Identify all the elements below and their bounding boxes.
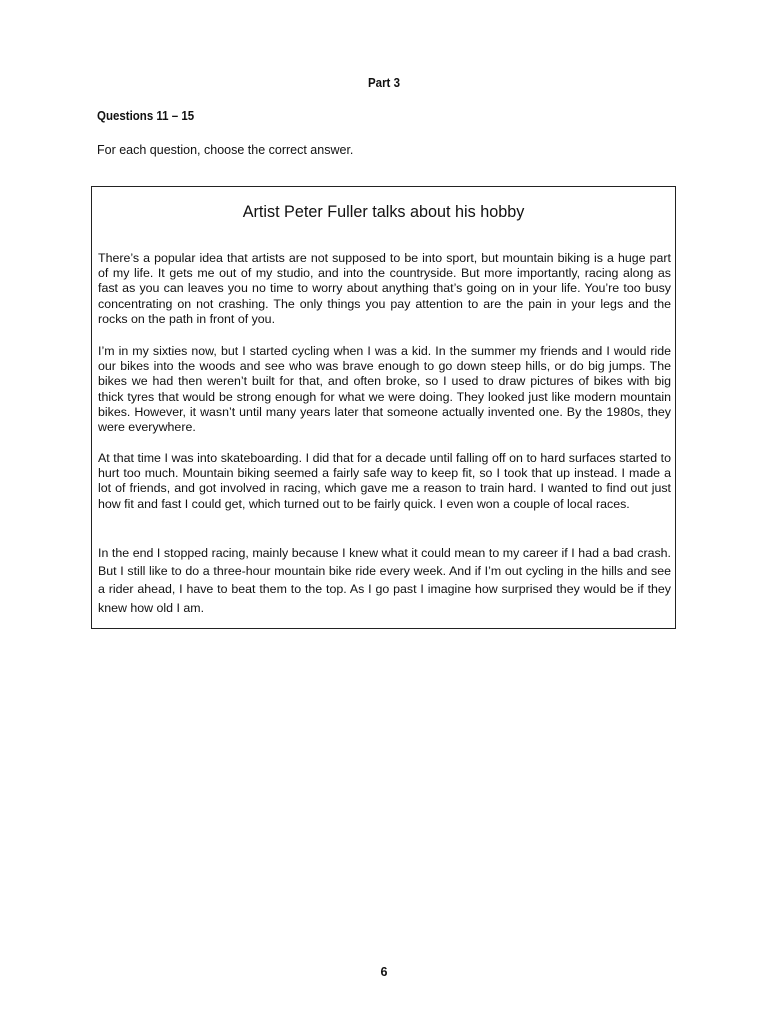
paragraph-4: In the end I stopped racing, mainly because I knew what it could mean to my career if I had a bad crash. But I still like to do a three-hour mountain bike ride every week. And if I’m out cycling in the hills and see a rider ahead, I have to beat them to the top. As I go past I imagine how surprised they would be if they knew how old I am. (98, 546, 671, 615)
paragraph-2: I’m in my sixties now, but I started cycling when I was a kid. In the summer my friends and I would ride our bikes into the woods and see who was brave enough to go down steep hills, or do big jumps. The bikes we had then weren’t built for that, and often broke, so I used to draw pictures of bikes with big thick tyres that would be strong enough for what we were doing. They looked just like modern mountain bikes. However, it wasn’t until many years later that someone actually invented one. By the 1980s, they were everywhere. (98, 344, 671, 435)
part-heading: Part 3 (368, 76, 400, 90)
reading-text-box (91, 186, 676, 629)
page-number: 6 (380, 965, 388, 979)
questions-heading: Questions 11 – 15 (97, 109, 195, 123)
paragraph-3: At that time I was into skateboarding. I did that for a decade until falling off on to hard surfaces started to hurt too much. Mountain biking seemed a fairly safe way to keep fit, so I took that up instead. I made a lot of friends, and got involved in racing, which gave me a reason to train hard. I wanted to find out just how fit and fast I could get, which turned out to be fairly quick. I even won a couple of local races. (98, 451, 671, 511)
instruction-text: For each question, choose the correct answer. (97, 143, 354, 157)
paragraph-1: There’s a popular idea that artists are not supposed to be into sport, but mountain biking is a huge part of my life. It gets me out of my studio, and into the countryside. But more importantly, racing along as fast as you can leaves you no time to worry about anything that’s going on in your life. You’re too busy concentrating on not crashing. The only things you pay attention to are the pain in your legs and the rocks on the path in front of you. (98, 251, 671, 326)
text-title: Artist Peter Fuller talks about his hobby (242, 203, 525, 221)
